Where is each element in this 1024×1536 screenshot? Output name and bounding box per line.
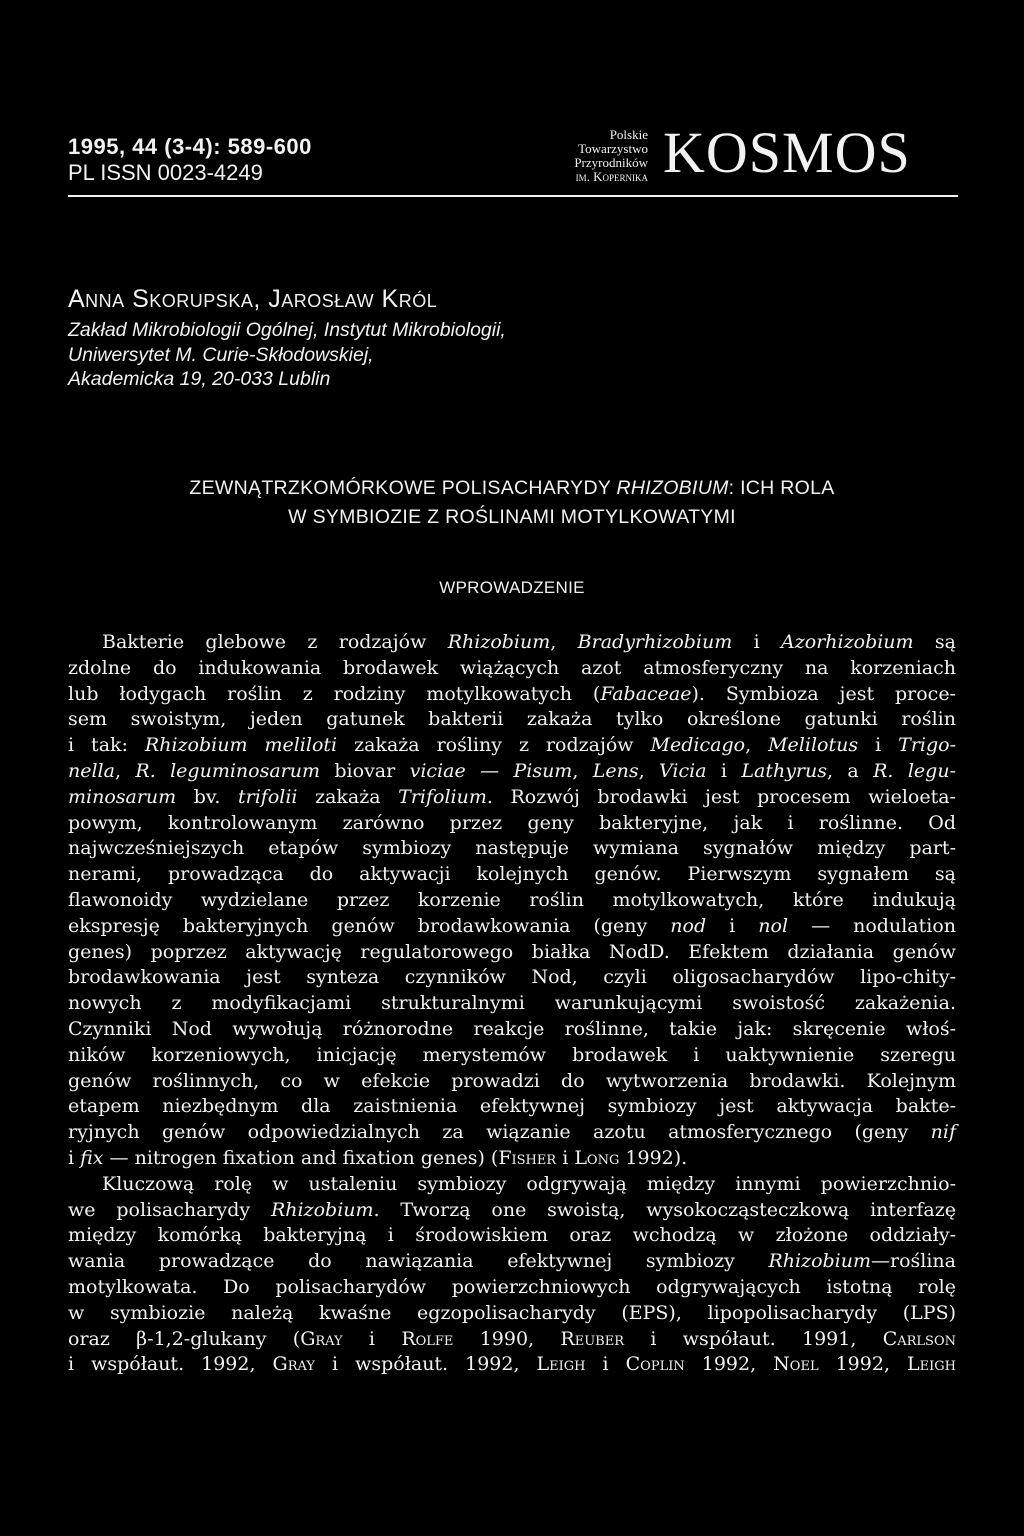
society-line: Przyrodników	[574, 155, 648, 170]
affiliation-line: Zakład Mikrobiologii Ogólnej, Instytut Mikrobiologii,	[68, 319, 506, 341]
text-line: nerami, prowadząca do aktywacji kolejnych genów. Pierwszym sygnałem są	[68, 863, 956, 886]
text-line: i fix — nitrogen fixation and fixation genes) (Fisher i Long 1992).	[68, 1146, 688, 1169]
text-line: najwcześniejszych etapów symbiozy następuje wymiana sygnałów między part-	[68, 837, 956, 860]
text-line: Bakterie glebowe z rodzajów Rhizobium, Bradyrhizobium i Azorhizobium są	[102, 631, 956, 653]
title-text: : ICH ROLA	[728, 477, 835, 499]
affiliation-line: Akademicka 19, 20-033 Lublin	[68, 368, 331, 390]
text-line: i tak: Rhizobium meliloti zakaża rośliny z rodzajów Medicago, Melilotus i Trigo-	[68, 734, 956, 757]
text-line: lub łodygach roślin z rodziny motylkowatych (Fabaceae). Symbioza jest proce-	[68, 682, 956, 705]
text-line: genes) poprzez aktywację regulatorowego białka NodD. Efektem działania genów	[68, 940, 956, 963]
title-line: W SYMBIOZIE Z ROŚLINAMI MOTYLKOWATYMI	[288, 506, 736, 528]
text-line: ników korzeniowych, inicjację merystemów brodawek i uaktywnienie szeregu	[68, 1043, 956, 1066]
text-line: i współaut. 1992, Gray i współaut. 1992, Leigh i Coplin 1992, Noel 1992, Leigh	[68, 1353, 956, 1376]
citation: 1995, 44 (3-4): 589-600	[68, 134, 312, 159]
text-line: brodawkowania jest synteza czynników Nod, czyli oligosacharydów lipo-chity-	[68, 966, 956, 989]
title-line	[0, 474, 1024, 503]
article-body	[68, 630, 956, 1378]
text-line: nowych z modyfikacjami strukturalnymi warunkującymi swoistość zakażenia.	[68, 992, 956, 1015]
text-line: między komórką bakteryjną i środowiskiem oraz wchodzą w złożone oddziały-	[68, 1224, 956, 1247]
issn: PL ISSN 0023-4249	[68, 160, 263, 185]
text-line: sem swoistym, jeden gatunek bakterii zakaża tylko określone gatunki roślin	[68, 708, 956, 731]
paragraph-1	[68, 630, 956, 1172]
paragraph-2	[68, 1172, 956, 1378]
text-line: w symbiozie należą kwaśne egzopolisacharydy (EPS), lipopolisacharydy (LPS)	[68, 1301, 956, 1324]
text-line: etapem niezbędnym dla zaistnienia efektywnej symbiozy jest aktywacja bakte-	[68, 1095, 956, 1118]
journal-header	[68, 120, 958, 200]
section-heading: WPROWADZENIE	[439, 578, 585, 597]
text-line: nella, R. leguminosarum biovar viciae — Pisum, Lens, Vicia i Lathyrus, a R. legu-	[68, 759, 956, 782]
text-line: Czynniki Nod wywołują różnorodne reakcje roślinne, takie jak: skręcenie włoś-	[68, 1017, 956, 1040]
affiliation-line: Uniwersytet M. Curie-Skłodowskiej,	[68, 343, 374, 366]
text-line: wania prowadzące do nawiązania efektywnej symbiozy Rhizobium—roślina	[68, 1250, 956, 1273]
text-line: we polisacharydy Rhizobium. Tworzą one swoistą, wysokocząsteczkową interfazę	[68, 1198, 956, 1221]
text-line: minosarum bv. trifolii zakaża Trifolium. Rozwój brodawki jest procesem wieloeta-	[68, 785, 956, 808]
header-rule	[68, 195, 958, 197]
title-genus: RHIZOBIUM	[616, 477, 729, 499]
citation-block	[68, 134, 312, 186]
society-line: Towarzystwo	[578, 141, 648, 156]
affiliation	[68, 318, 506, 392]
text-line: motylkowata. Do polisacharydów powierzchniowych odgrywających istotną rolę	[68, 1275, 956, 1298]
text-line: Kluczową rolę w ustaleniu symbiozy odgrywają między innymi powierzchnio-	[102, 1172, 956, 1195]
authors: Anna Skorupska, Jarosław Król	[68, 285, 438, 313]
text-line: genów roślinnych, co w efekcie prowadzi do wytworzenia brodawki. Kolejnym	[68, 1069, 956, 1092]
text-line: ryjnych genów odpowiedzialnych za wiązanie azotu atmosferycznego (geny nif	[68, 1121, 956, 1144]
society-name	[538, 128, 648, 184]
text-line: oraz β-1,2-glukany (Gray i Rolfe 1990, Reuber i współaut. 1991, Carlson	[68, 1327, 956, 1350]
text-line: powym, kontrolowanym zarówno przez geny bakteryjne, jak i roślinne. Od	[68, 811, 956, 834]
society-line: Polskie	[609, 127, 648, 142]
text-line: zdolne do indukowania brodawek wiążących azot atmosferyczny na korzeniach	[68, 656, 956, 679]
article-title	[0, 474, 1024, 532]
text-line: ekspresję bakteryjnych genów brodawkowania (geny nod i nol — nodulation	[68, 914, 956, 937]
journal-title: KOSMOS	[663, 120, 911, 185]
text-line: flawonoidy wydzielane przez korzenie roślin motylkowatych, które indukują	[68, 888, 956, 911]
title-text: ZEWNĄTRZKOMÓRKOWE POLISACHARYDY	[189, 477, 617, 499]
society-line: im. Kopernika	[575, 169, 648, 184]
